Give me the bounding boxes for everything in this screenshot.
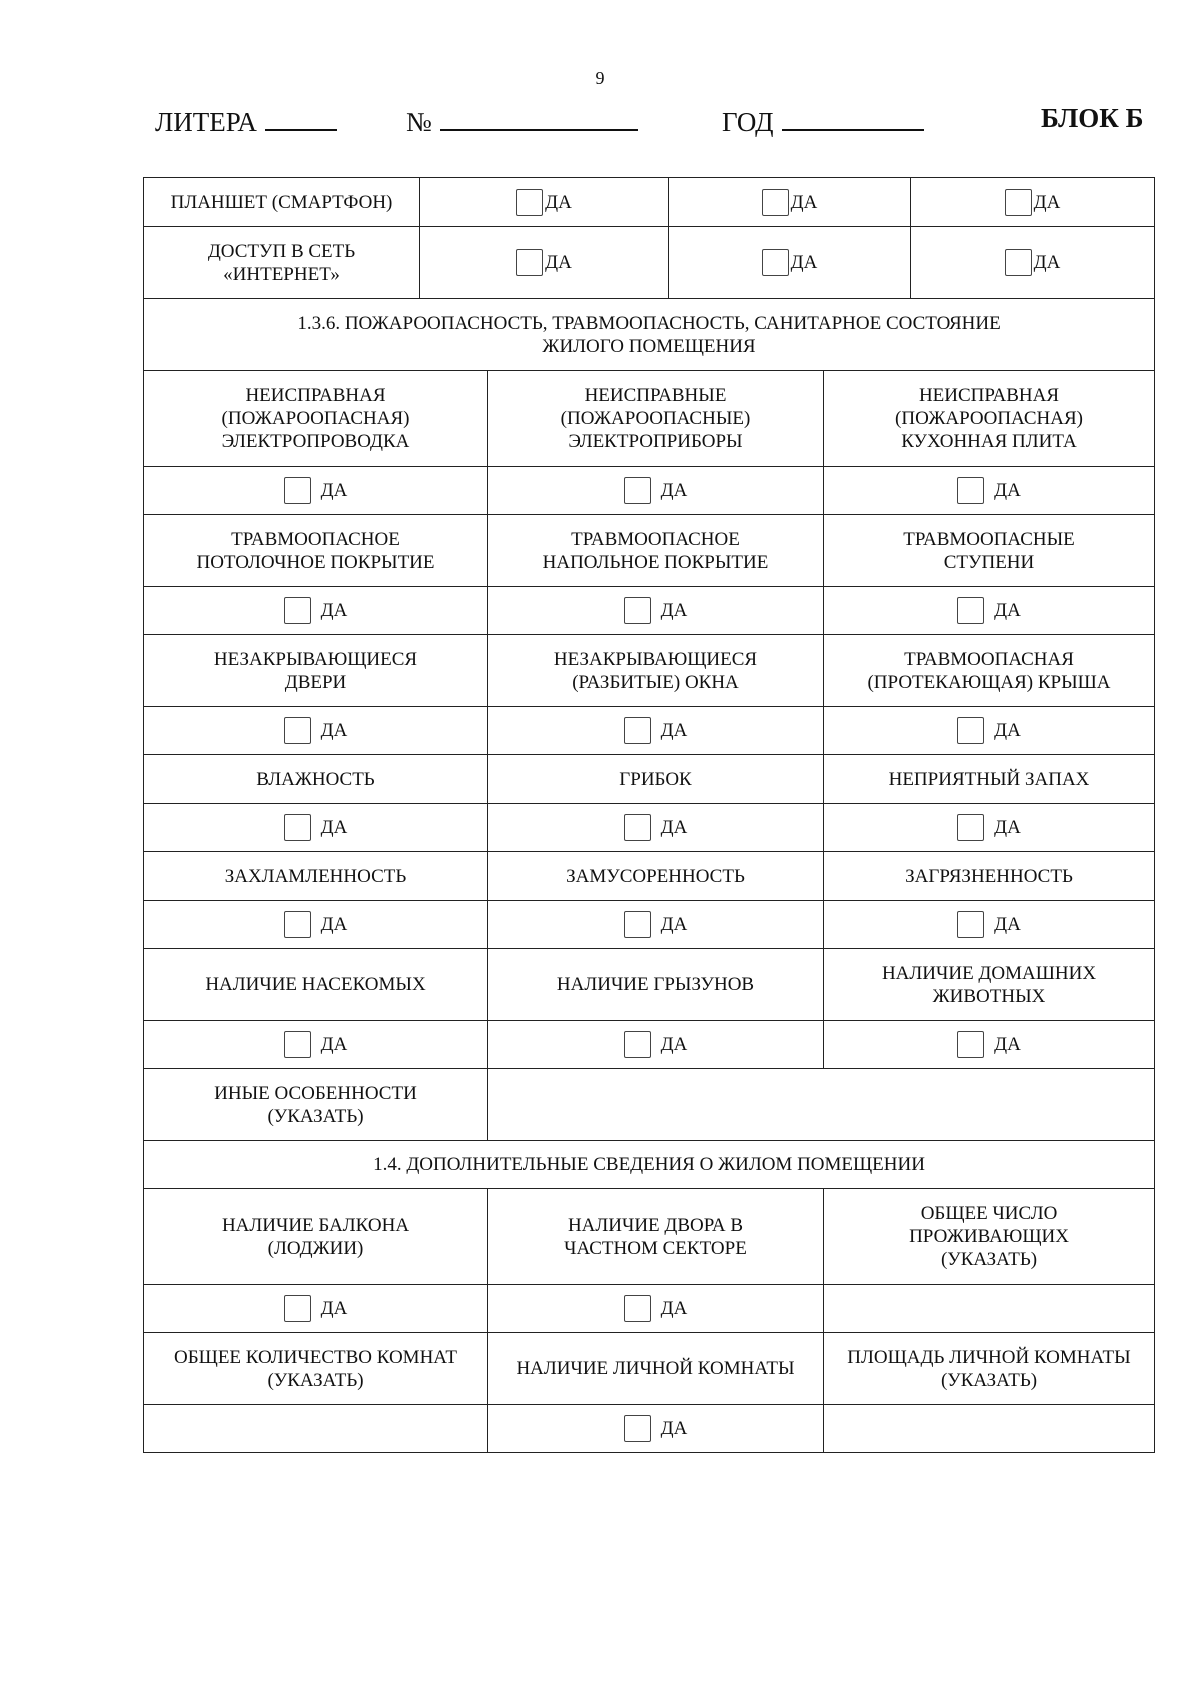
checkbox[interactable]	[762, 249, 789, 276]
condition-label: НАЛИЧИЕ ДОМАШНИХ ЖИВОТНЫХ	[824, 949, 1155, 1021]
yes-label: ДА	[790, 191, 818, 213]
checkbox[interactable]	[624, 717, 651, 744]
checkbox-row	[144, 804, 1155, 852]
yes-label: ДА	[660, 817, 688, 838]
litera-input-line[interactable]	[265, 103, 337, 131]
room-area-input[interactable]	[824, 1405, 1155, 1453]
yes-label: ДА	[320, 600, 348, 621]
condition-label: ЗАХЛАМЛЕННОСТЬ	[144, 852, 488, 901]
number-field	[406, 103, 638, 138]
year-input-line[interactable]	[782, 103, 924, 131]
yes-label: ДА	[320, 1298, 348, 1319]
yes-label: ДА	[660, 1034, 688, 1055]
info-label: ОБЩЕЕ КОЛИЧЕСТВО КОМНАТ (УКАЗАТЬ)	[144, 1333, 488, 1405]
info-label: ПЛОЩАДЬ ЛИЧНОЙ КОМНАТЫ (УКАЗАТЬ)	[824, 1333, 1155, 1405]
checkbox-row	[144, 707, 1155, 755]
yes-label: ДА	[545, 252, 572, 273]
checkbox[interactable]	[957, 1031, 984, 1058]
litera-field	[155, 103, 337, 138]
number-label: №	[406, 107, 432, 137]
condition-label: НЕЗАКРЫВАЮЩИЕСЯ (РАЗБИТЫЕ) ОКНА	[488, 635, 824, 707]
yes-label: ДА	[660, 914, 688, 935]
checkbox[interactable]	[624, 814, 651, 841]
checkbox[interactable]	[1005, 249, 1032, 276]
checkbox[interactable]	[284, 1031, 311, 1058]
year-field	[722, 103, 924, 138]
checkbox[interactable]	[284, 814, 311, 841]
checkbox[interactable]	[284, 717, 311, 744]
yes-label: ДА	[994, 600, 1021, 621]
page-number: 9	[595, 68, 605, 88]
checkbox[interactable]	[957, 911, 984, 938]
checkbox[interactable]	[624, 1415, 651, 1442]
label-row	[144, 1333, 1155, 1405]
checkbox[interactable]	[624, 597, 651, 624]
other-features-input[interactable]	[488, 1069, 1155, 1141]
yes-label: ДА	[320, 480, 348, 501]
yes-label: ДА	[660, 720, 688, 741]
rooms-count-input[interactable]	[144, 1405, 488, 1453]
label-row	[144, 949, 1155, 1021]
condition-label: ВЛАЖНОСТЬ	[144, 755, 488, 804]
label-row	[144, 755, 1155, 804]
label-row	[144, 852, 1155, 901]
checkbox[interactable]	[957, 717, 984, 744]
yes-label: ДА	[994, 720, 1021, 741]
number-input-line[interactable]	[440, 103, 638, 131]
label-row	[144, 515, 1155, 587]
yes-label: ДА	[320, 1034, 348, 1055]
block-label: БЛОК Б	[1041, 103, 1144, 133]
yes-label: ДА	[1033, 252, 1061, 273]
checkbox[interactable]	[1005, 189, 1032, 216]
condition-label: ГРИБОК	[488, 755, 824, 804]
condition-label: ТРАВМООПАСНЫЕ СТУПЕНИ	[824, 515, 1155, 587]
condition-label: НЕЗАКРЫВАЮЩИЕСЯ ДВЕРИ	[144, 635, 488, 707]
yes-label: ДА	[660, 600, 688, 621]
yes-label: ДА	[660, 1298, 688, 1319]
checkbox[interactable]	[624, 1031, 651, 1058]
yes-label: ДА	[320, 720, 348, 741]
residents-count-input[interactable]	[824, 1285, 1155, 1333]
info-label: НАЛИЧИЕ ЛИЧНОЙ КОМНАТЫ	[488, 1333, 824, 1405]
checkbox[interactable]	[284, 911, 311, 938]
condition-label: ТРАВМООПАСНОЕ НАПОЛЬНОЕ ПОКРЫТИЕ	[488, 515, 824, 587]
condition-label: НЕИСПРАВНАЯ (ПОЖАРООПАСНАЯ) ЭЛЕКТРОПРОВОДКА	[144, 371, 488, 467]
label-row	[144, 371, 1155, 467]
condition-label: ЗАМУСОРЕННОСТЬ	[488, 852, 824, 901]
year-label: ГОД	[722, 107, 774, 137]
yes-label: ДА	[994, 817, 1021, 838]
condition-label: НАЛИЧИЕ ГРЫЗУНОВ	[488, 949, 824, 1021]
devices-table	[143, 177, 1155, 299]
checkbox[interactable]	[624, 911, 651, 938]
yes-label: ДА	[660, 1418, 688, 1439]
condition-label: ТРАВМООПАСНАЯ (ПРОТЕКАЮЩАЯ) КРЫША	[824, 635, 1155, 707]
condition-label: НЕПРИЯТНЫЙ ЗАПАХ	[824, 755, 1155, 804]
input-row	[144, 1405, 1155, 1453]
litera-label: ЛИТЕРА	[155, 107, 257, 137]
yes-label: ДА	[790, 252, 818, 273]
yes-label: ДА	[994, 1034, 1021, 1055]
section-title-row	[144, 299, 1155, 371]
checkbox[interactable]	[516, 189, 543, 216]
checkbox[interactable]	[284, 1295, 311, 1322]
condition-label: НЕИСПРАВНАЯ (ПОЖАРООПАСНАЯ) КУХОННАЯ ПЛИТА	[824, 371, 1155, 467]
checkbox[interactable]	[957, 814, 984, 841]
info-label: ОБЩЕЕ ЧИСЛО ПРОЖИВАЮЩИХ (УКАЗАТЬ)	[824, 1189, 1155, 1285]
condition-table	[143, 298, 1155, 1453]
checkbox-row	[144, 901, 1155, 949]
checkbox-row	[144, 1285, 1155, 1333]
condition-label: НЕИСПРАВНЫЕ (ПОЖАРООПАСНЫЕ) ЭЛЕКТРОПРИБОРЫ	[488, 371, 824, 467]
other-features-row	[144, 1069, 1155, 1141]
yes-label: ДА	[545, 191, 572, 213]
checkbox[interactable]	[516, 249, 543, 276]
condition-label: ТРАВМООПАСНОЕ ПОТОЛОЧНОЕ ПОКРЫТИЕ	[144, 515, 488, 587]
yes-label: ДА	[994, 480, 1021, 501]
form-header	[0, 103, 1200, 143]
info-label: НАЛИЧИЕ БАЛКОНА (ЛОДЖИИ)	[144, 1189, 488, 1285]
device-label: ПЛАНШЕТ (СМАРТФОН)	[144, 178, 420, 227]
checkbox[interactable]	[624, 1295, 651, 1322]
checkbox[interactable]	[957, 477, 984, 504]
checkbox[interactable]	[284, 597, 311, 624]
yes-label: ДА	[660, 480, 688, 501]
section-title-row	[144, 1141, 1155, 1189]
device-row	[144, 227, 1155, 299]
checkbox-row	[144, 587, 1155, 635]
yes-label: ДА	[320, 914, 348, 935]
yes-label: ДА	[994, 914, 1021, 935]
section-14-title: 1.4. ДОПОЛНИТЕЛЬНЫЕ СВЕДЕНИЯ О ЖИЛОМ ПОМЕЩЕНИИ	[144, 1141, 1155, 1189]
checkbox-row	[144, 1021, 1155, 1069]
label-row	[144, 1189, 1155, 1285]
checkbox[interactable]	[284, 477, 311, 504]
checkbox[interactable]	[957, 597, 984, 624]
other-features-label: ИНЫЕ ОСОБЕННОСТИ (УКАЗАТЬ)	[144, 1069, 488, 1141]
condition-label: НАЛИЧИЕ НАСЕКОМЫХ	[144, 949, 488, 1021]
label-row	[144, 635, 1155, 707]
yes-label: ДА	[320, 817, 348, 838]
device-label: ДОСТУП В СЕТЬ «ИНТЕРНЕТ»	[144, 227, 420, 299]
section-136-title: 1.3.6. ПОЖАРООПАСНОСТЬ, ТРАВМООПАСНОСТЬ, САНИТАРНОЕ СОСТОЯНИЕ ЖИЛОГО ПОМЕЩЕНИЯ	[144, 299, 1155, 371]
checkbox[interactable]	[762, 189, 789, 216]
device-row	[144, 178, 1155, 227]
info-label: НАЛИЧИЕ ДВОРА В ЧАСТНОМ СЕКТОРЕ	[488, 1189, 824, 1285]
checkbox[interactable]	[624, 477, 651, 504]
checkbox-row	[144, 467, 1155, 515]
yes-label: ДА	[1033, 191, 1061, 213]
condition-label: ЗАГРЯЗНЕННОСТЬ	[824, 852, 1155, 901]
